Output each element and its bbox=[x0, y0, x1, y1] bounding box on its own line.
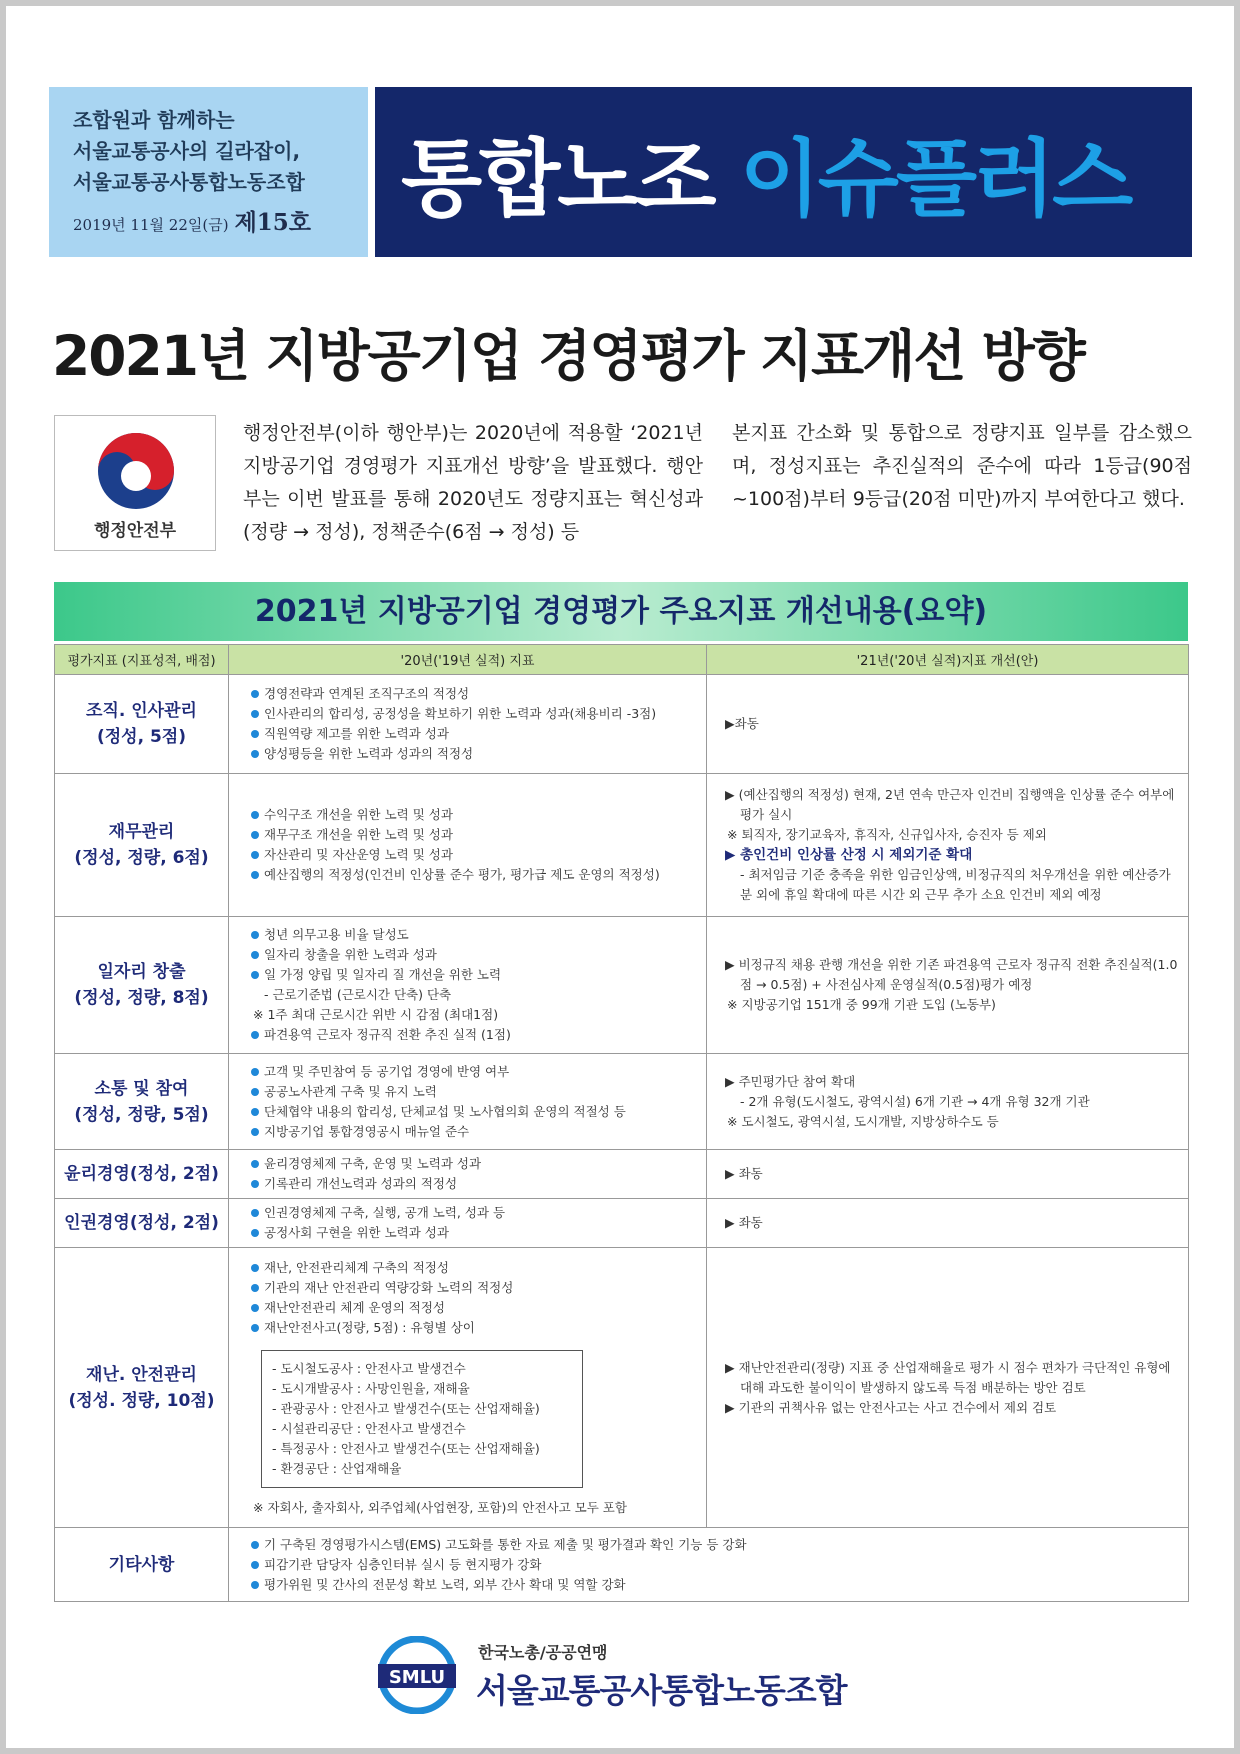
list-item: 인사관리의 합리성, 공정성을 확보하기 위한 노력과 성과(채용비리 -3점) bbox=[251, 704, 698, 724]
list-item: ▶ 좌동 bbox=[725, 1215, 763, 1230]
list-item: ▶ 좌동 bbox=[725, 1166, 763, 1181]
header-brand-box bbox=[375, 87, 1192, 257]
list-item: - 최저임금 기준 충족을 위한 임금인상액, 비정규직의 처우개선을 위한 예산증가분 외에 휴일 확대에 따른 시간 외 근무 추가 소요 인건비 제외 예정 bbox=[740, 867, 1171, 902]
table-banner: 2021년 지방공기업 경영평가 주요지표 개선내용(요약) bbox=[54, 582, 1188, 641]
list-item: - 도시개발공사 : 사망인원율, 재해율 bbox=[272, 1380, 470, 1396]
list-item: 피감기관 담당자 심층인터뷰 실시 등 현지평가 강화 bbox=[251, 1555, 1180, 1575]
list-item: 일자리 창출을 위한 노력과 성과 bbox=[251, 945, 698, 965]
new-indicators bbox=[707, 1248, 1189, 1528]
list-item: 직원역량 제고를 위한 노력과 성과 bbox=[251, 724, 698, 744]
current-indicators bbox=[229, 1199, 707, 1248]
list-item: 수익구조 개선을 위한 노력 및 성과 bbox=[251, 805, 698, 825]
row-category bbox=[55, 917, 229, 1054]
list-item: 재난안전사고(정량, 5점) : 유형별 상이 bbox=[251, 1318, 698, 1338]
category-name: 일자리 창출 bbox=[97, 962, 186, 982]
intro-paragraph-1: 행정안전부(이하 행안부)는 2020년에 적용할 ‘2021년 지방공기업 경영평가 지표개선 방향’을 발표했다. 행안부는 이번 발표를 통해 2020년도 정량지표는 혁신성과(정량 → 정성), 정책준수(6점 → 정성) 등 bbox=[243, 422, 703, 543]
list-item-highlight: ▶ 총인건비 인상률 산정 시 제외기준 확대 bbox=[725, 847, 973, 863]
list-item: 파견용역 근로자 정규직 전환 추진 실적 (1점) bbox=[251, 1025, 698, 1045]
list-item: - 시설관리공단 : 안전사고 발생건수 bbox=[272, 1420, 466, 1436]
list-item: ※ 지방공기업 151개 중 99개 기관 도입 (노동부) bbox=[727, 997, 996, 1012]
category-weight: (정성, 정량, 8점) bbox=[74, 988, 209, 1008]
ministry-logo bbox=[54, 415, 216, 551]
list-item: ▶좌동 bbox=[725, 716, 759, 731]
brand-title-part2: 이슈플러스 bbox=[739, 129, 1131, 228]
misc-items bbox=[229, 1528, 1189, 1602]
list-item: 공정사회 구현을 위한 노력과 성과 bbox=[251, 1223, 698, 1243]
table-row bbox=[55, 917, 1189, 1054]
table-row bbox=[55, 675, 1189, 774]
list-item: 기관의 재난 안전관리 역량강화 노력의 적정성 bbox=[251, 1278, 698, 1298]
table-row bbox=[55, 1528, 1189, 1602]
list-item: ※ 퇴직자, 장기교육자, 휴직자, 신규입사자, 승진자 등 제외 bbox=[727, 827, 1047, 842]
current-indicators bbox=[229, 917, 707, 1054]
list-item: ▶ 기관의 귀책사유 없는 안전사고는 사고 건수에서 제외 검토 bbox=[725, 1399, 1057, 1415]
new-indicators bbox=[707, 917, 1189, 1054]
table-row bbox=[55, 1150, 1189, 1199]
smlu-logo-icon bbox=[378, 1636, 456, 1714]
category-weight: (정성, 5점) bbox=[96, 727, 186, 747]
category-name: 재난. 안전관리 bbox=[86, 1364, 197, 1385]
list-item: - 도시철도공사 : 안전사고 발생건수 bbox=[272, 1360, 466, 1376]
current-indicators bbox=[229, 1248, 707, 1528]
slogan-line-2: 서울교통공사의 길라잡이, bbox=[73, 139, 301, 163]
list-item: - 특정공사 : 안전사고 발생건수(또는 산업재해율) bbox=[272, 1440, 540, 1456]
issue-info bbox=[73, 204, 368, 237]
list-item: 양성평등을 위한 노력과 성과의 적정성 bbox=[251, 744, 698, 764]
row-category bbox=[55, 774, 229, 917]
slogan-line-1: 조합원과 함께하는 bbox=[73, 108, 235, 132]
category-weight: (정성, 정량, 6점) bbox=[74, 848, 209, 868]
federation-name: 한국노총/공공연맹 bbox=[478, 1643, 608, 1662]
list-item: 기록관리 개선노력과 성과의 적정성 bbox=[251, 1174, 698, 1194]
row-category bbox=[55, 1150, 229, 1199]
row-category bbox=[55, 1528, 229, 1602]
taegeuk-emblem-icon bbox=[97, 432, 175, 510]
list-item: 기 구축된 경영평가시스템(EMS) 고도화를 통한 자료 제출 및 평가결과 확인 기능 등 강화 bbox=[251, 1535, 1180, 1555]
brand-title-part1: 통합노조 bbox=[401, 129, 714, 228]
row-category bbox=[55, 1054, 229, 1150]
list-item: 평가위원 및 간사의 전문성 확보 노력, 외부 간사 확대 및 역할 강화 bbox=[251, 1575, 1180, 1595]
list-item: 재난안전관리 체계 운영의 적정성 bbox=[251, 1298, 698, 1318]
current-indicators bbox=[229, 1150, 707, 1199]
list-item: 경영전략과 연계된 조직구조의 적정성 bbox=[251, 684, 698, 704]
list-item: - 2개 유형(도시철도, 광역시설) 6개 기관 → 4개 유형 32개 기관 bbox=[740, 1093, 1090, 1109]
ministry-logo-text: 행정안전부 bbox=[93, 521, 177, 541]
category-name: 인권경영(정성, 2점) bbox=[64, 1213, 219, 1233]
list-item: - 관광공사 : 안전사고 발생건수(또는 산업재해율) bbox=[272, 1400, 540, 1416]
table-row bbox=[55, 1199, 1189, 1248]
header-slogan bbox=[73, 105, 368, 198]
smlu-logo-text: SMLU bbox=[388, 1667, 446, 1688]
category-weight: (정성. 정량, 10점) bbox=[68, 1390, 215, 1411]
list-item: ※ 1주 최대 근로시간 위반 시 감점 (최대1점) bbox=[253, 1007, 499, 1022]
issue-number: 제15호 bbox=[234, 209, 312, 236]
table-header-row bbox=[55, 645, 1189, 675]
intro-paragraph-2: 본지표 간소화 및 통합으로 정량지표 일부를 감소했으며, 정성지표는 추진실적의 준수에 따라 1등급(90점~100점)부터 9등급(20점 미만)까지 부여한다고 했다. bbox=[732, 422, 1192, 510]
col-header-indicator: 평가지표 (지표성적, 배점) bbox=[55, 645, 229, 675]
list-item: 공공노사관계 구축 및 유지 노력 bbox=[251, 1082, 698, 1102]
header-slogan-box bbox=[49, 87, 368, 257]
list-item: 자산관리 및 자산운영 노력 및 성과 bbox=[251, 845, 698, 865]
col-header-2021: '21년('20년 실적)지표 개선(안) bbox=[707, 645, 1189, 675]
list-item: 일 가정 양립 및 일자리 질 개선을 위한 노력 bbox=[251, 965, 698, 985]
new-indicators bbox=[707, 675, 1189, 774]
list-item: 단체협약 내용의 합리성, 단체교섭 및 노사협의회 운영의 적절성 등 bbox=[251, 1102, 698, 1122]
new-indicators bbox=[707, 1150, 1189, 1199]
footnote: ※ 자회사, 출자회사, 외주업체(사업현장, 포함)의 안전사고 모두 포함 bbox=[253, 1499, 627, 1515]
current-indicators bbox=[229, 1054, 707, 1150]
list-item: ▶ (예산집행의 적정성) 현재, 2년 연속 만근자 인건비 집행액을 인상률 준수 여부에 평가 실시 bbox=[725, 787, 1175, 822]
category-weight: (정성, 정량, 5점) bbox=[74, 1104, 209, 1125]
category-name: 조직. 인사관리 bbox=[86, 701, 197, 721]
list-item: 재무구조 개선을 위한 노력 및 성과 bbox=[251, 825, 698, 845]
list-item: - 근로기준법 (근로시간 단축) 단축 bbox=[264, 987, 452, 1002]
list-item: ▶ 주민평가단 참여 확대 bbox=[725, 1073, 856, 1089]
row-category bbox=[55, 1248, 229, 1528]
row-category bbox=[55, 675, 229, 774]
list-item: 고객 및 주민참여 등 공기업 경영에 반영 여부 bbox=[251, 1062, 698, 1082]
slogan-line-3: 서울교통공사통합노동조합 bbox=[73, 170, 305, 194]
table-row bbox=[55, 1054, 1189, 1150]
category-name: 윤리경영(정성, 2점) bbox=[64, 1164, 219, 1184]
new-indicators bbox=[707, 1199, 1189, 1248]
evaluation-table bbox=[54, 644, 1189, 1602]
issue-date: 2019년 11월 22일(금) bbox=[73, 216, 229, 234]
current-indicators bbox=[229, 774, 707, 917]
list-item: - 환경공단 : 산업재해율 bbox=[272, 1460, 402, 1476]
list-item: 재난, 안전관리체계 구축의 적정성 bbox=[251, 1258, 698, 1278]
category-name: 소통 및 참여 bbox=[94, 1078, 189, 1099]
category-name: 재무관리 bbox=[108, 822, 175, 842]
list-item: ▶ 비정규직 채용 관행 개선을 위한 기존 파견용역 근로자 정규직 전환 추진실적(1.0점 → 0.5점) + 사전심사제 운영실적(0.5점)평가 예정 bbox=[725, 957, 1178, 992]
page-title: 2021년 지방공기업 경영평가 지표개선 방향 bbox=[52, 324, 1084, 388]
list-item: ※ 도시철도, 광역시설, 도시개발, 지방상하수도 등 bbox=[727, 1113, 999, 1129]
new-indicators bbox=[707, 1054, 1189, 1150]
new-indicators bbox=[707, 774, 1189, 917]
category-name: 기타사항 bbox=[108, 1554, 175, 1575]
list-item: 인권경영체제 구축, 실행, 공개 노력, 성과 등 bbox=[251, 1203, 698, 1223]
agency-type-box bbox=[261, 1350, 583, 1488]
list-item: 지방공기업 통합경영공시 매뉴얼 준수 bbox=[251, 1122, 698, 1142]
table-row bbox=[55, 1248, 1189, 1528]
list-item: ▶ 재난안전관리(정량) 지표 중 산업재해율로 평가 시 점수 편차가 극단적인 유형에 대해 과도한 불이익이 발생하지 않도록 득점 배분하는 방안 검토 bbox=[725, 1359, 1171, 1395]
union-name: 서울교통공사통합노동조합 bbox=[476, 1671, 847, 1710]
current-indicators bbox=[229, 675, 707, 774]
list-item: 예산집행의 적정성(인건비 인상률 준수 평가, 평가급 제도 운영의 적정성) bbox=[251, 865, 698, 885]
list-item: 윤리경영체제 구축, 운영 및 노력과 성과 bbox=[251, 1154, 698, 1174]
row-category bbox=[55, 1199, 229, 1248]
col-header-2020: '20년('19년 실적) 지표 bbox=[229, 645, 707, 675]
table-row bbox=[55, 774, 1189, 917]
list-item: 청년 의무고용 비율 달성도 bbox=[251, 925, 698, 945]
